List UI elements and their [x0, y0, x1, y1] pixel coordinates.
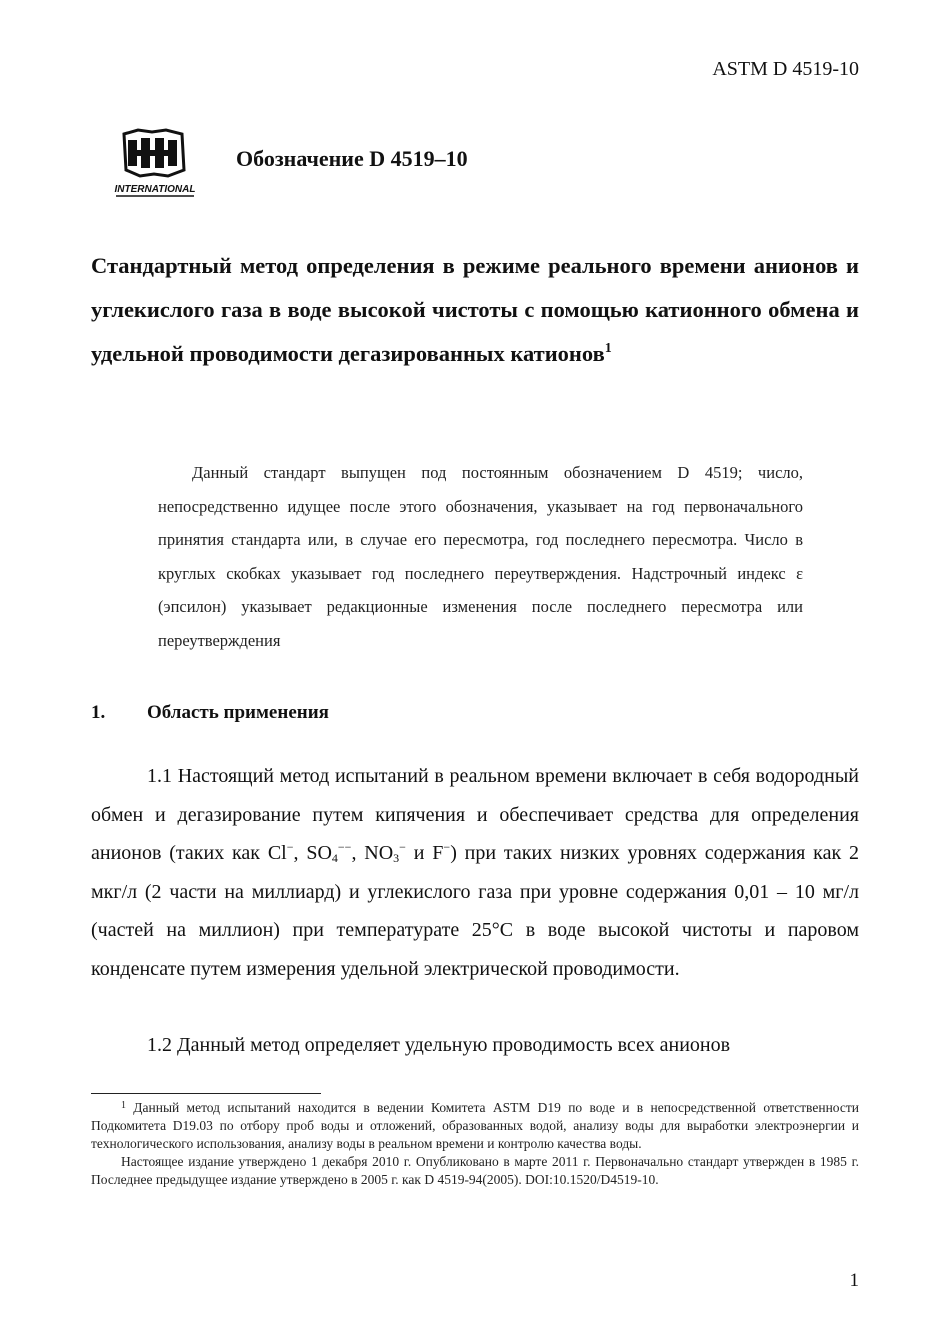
paragraph-1-1: 1.1 Настоящий метод испытаний в реальном времени включает в себя водородный обмен и дегазирование путем кипячения и обеспечивает средства для определения анионов (таких как Cl−, $SO_4^{--}$, $NO_3^-$ и F−) при таких низких уровнях содержания как 2 мкг/л (2 части на миллиард) и углекислого газа при уровне содержания 0,01 – 10 мг/л (частей на миллион) при температурате 25°C в воде высокой чистоты и паровом конденсате путем измерения удельной электрической проводимости.: [91, 765, 860, 980]
footnote-divider: [91, 1093, 321, 1094]
footnote-edition: Настоящее издание утверждено 1 декабря 2010 г. Опубликовано в марте 2011 г. Первоначально стандарт утвержден в 1985 г. Последнее предыдущее издание утверждено в 2005 г. как D 4519-94(2005). DOI:10.1520/D4519-10.: [91, 1154, 859, 1187]
standard-reference-header: ASTM D 4519-10: [712, 58, 859, 80]
title-text: Стандартный метод определения в режиме реального времени анионов и углекислого газа в воде высокой чистоты с помощью катионного обмена и удельной проводимости дегазированных катионов: [91, 253, 859, 366]
standard-notice: Данный стандарт выпущен под постоянным обозначением D 4519; число, непосредственно идущее после этого обозначения, указывает на год первоначального принятия стандарта или, в случае его пересмотра, год последнего пересмотра. Число в круглых скобках указывает год последнего переутверждения. Надстрочный индекс ε (эпсилон) указывает редакционные изменения после последнего пересмотра или переутверждения: [158, 463, 803, 650]
designation-heading: Обозначение D 4519–10: [236, 146, 468, 171]
page-number: 1: [849, 1270, 859, 1291]
astm-logo: [112, 124, 198, 200]
title-footnote-mark[interactable]: 1: [604, 341, 612, 356]
paragraph-1-2: 1.2 Данный метод определяет удельную проводимость всех анионов: [147, 1034, 731, 1056]
section-title: Область применения: [147, 702, 329, 723]
document-title: [91, 244, 859, 376]
section-number: 1.: [91, 702, 106, 723]
footnotes: [91, 1099, 859, 1189]
logo-wordmark: INTERNATIONAL: [114, 184, 196, 195]
footnote-1: $^1$ Данный метод испытаний находится в ведении Комитета ASTM D19 по воде и в непосредственной ответственности Подкомитета D19.03 по отбору проб воды и отложений, образованных водой, анализу воды для выработки электроэнергии и технологического использования, анализу воды в реальном времени и контролю качества воды.: [91, 1100, 859, 1151]
